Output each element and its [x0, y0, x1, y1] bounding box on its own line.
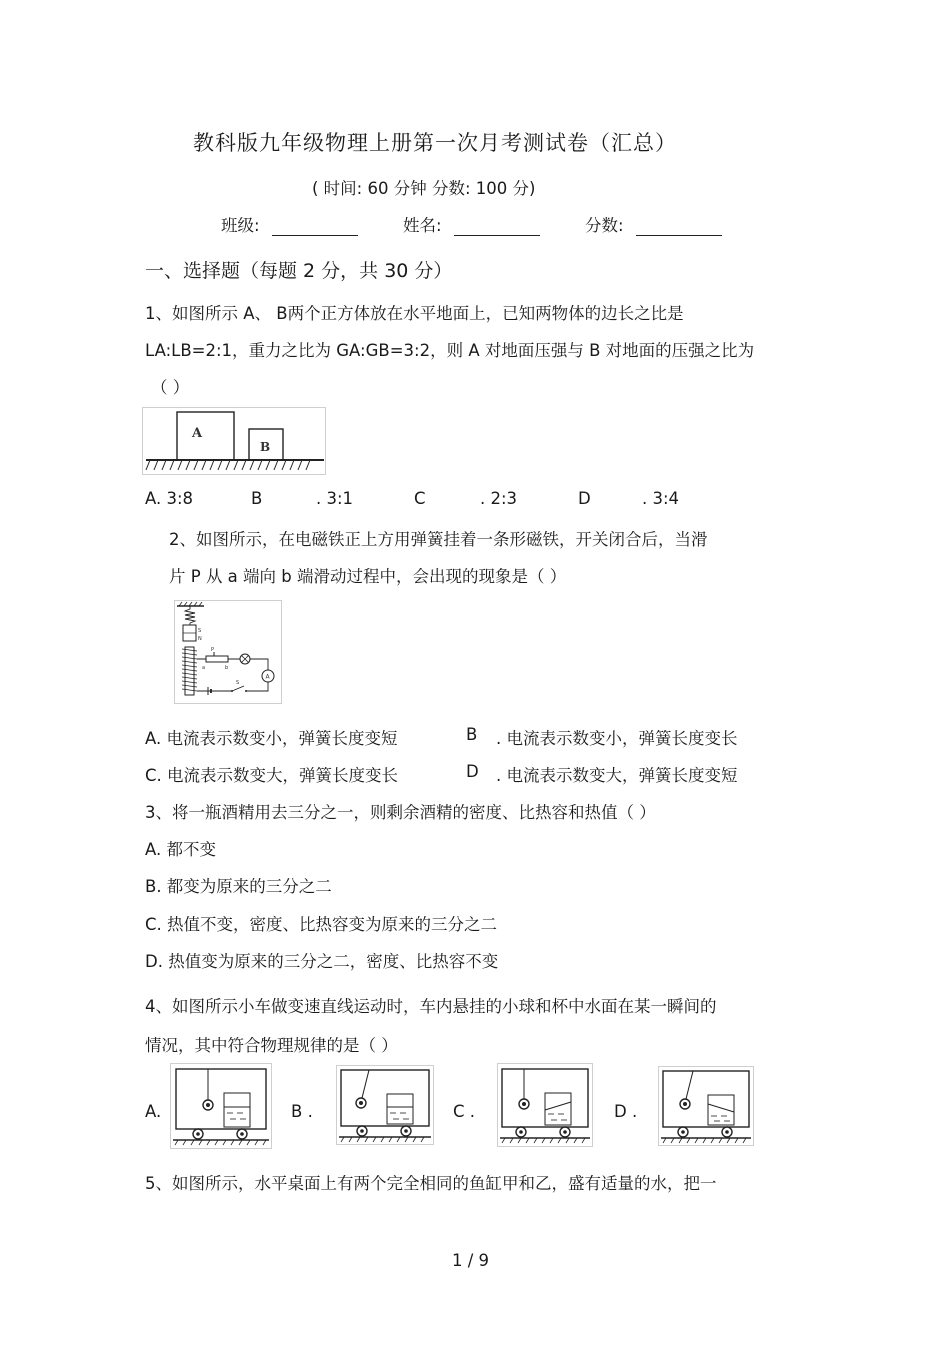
cup: [224, 1093, 250, 1127]
q1-line3: （ ）: [151, 378, 190, 397]
q2-option-b-text[interactable]: . 电流表示数变小，弹簧长度变长: [496, 729, 738, 748]
q3-option-d[interactable]: D. 热值变为原来的三分之二，密度、比热容不变: [145, 952, 499, 971]
exam-info: ( 时间: 60 分钟 分数: 100 分): [312, 179, 536, 198]
q1-option-c-value[interactable]: . 2:3: [480, 489, 518, 508]
block-b-label: B: [260, 440, 271, 454]
q4-figure-b[interactable]: [336, 1065, 434, 1145]
q4-figure-d[interactable]: [658, 1066, 754, 1146]
page-number: 1 / 9: [452, 1251, 490, 1270]
page-title: 教科版九年级物理上册第一次月考测试卷（汇总）: [193, 131, 677, 155]
score-blank[interactable]: [636, 217, 722, 236]
q4-line1: 4、如图所示小车做变速直线运动时，车内悬挂的小球和杯中水面在某一瞬间的: [145, 997, 717, 1016]
q1-option-c-letter[interactable]: C: [414, 489, 426, 508]
block-a-label: A: [192, 426, 203, 441]
end-b-label: b: [225, 665, 229, 671]
q1-option-b-value[interactable]: . 3:1: [316, 489, 354, 508]
cup: [387, 1094, 413, 1124]
magnet-n-label: N: [198, 636, 202, 642]
q2-line1: 2、如图所示，在电磁铁正上方用弹簧挂着一条形磁铁，开关闭合后，当滑: [169, 530, 708, 549]
q2-line2: 片 P 从 a 端向 b 端滑动过程中，会出现的现象是（ ）: [169, 567, 567, 586]
score-field[interactable]: [585, 212, 722, 236]
q3-option-b[interactable]: B. 都变为原来的三分之二: [145, 877, 332, 896]
name-label: 姓名:: [403, 216, 442, 235]
q1-option-a[interactable]: A. 3:8: [145, 489, 194, 508]
q2-circuit-figure: [174, 600, 282, 704]
name-field[interactable]: [403, 212, 540, 236]
end-a-label: a: [202, 665, 206, 671]
q2-option-c[interactable]: C. 电流表示数变大，弹簧长度变长: [145, 766, 399, 785]
q4-option-b[interactable]: B .: [291, 1102, 313, 1121]
q3-option-c[interactable]: C. 热值不变，密度、比热容变为原来的三分之二: [145, 915, 498, 934]
q5-line1: 5、如图所示，水平桌面上有两个完全相同的鱼缸甲和乙，盛有适量的水，把一: [145, 1174, 717, 1193]
score-label: 分数:: [585, 216, 624, 235]
q3-option-a[interactable]: A. 都不变: [145, 840, 216, 859]
q4-figure-a[interactable]: [170, 1063, 272, 1149]
section-heading: 一、选择题（每题 2 分，共 30 分）: [145, 260, 453, 282]
ammeter-label: A: [265, 673, 270, 681]
q1-line1: 1、如图所示 A、 B两个正方体放在水平地面上，已知两物体的边长之比是: [145, 304, 684, 323]
class-field[interactable]: [221, 212, 358, 236]
q1-option-d-value[interactable]: . 3:4: [642, 489, 680, 508]
q2-option-a[interactable]: A. 电流表示数变小，弹簧长度变短: [145, 729, 398, 748]
class-label: 班级:: [221, 216, 260, 235]
q2-option-d-text[interactable]: . 电流表示数变大，弹簧长度变短: [496, 766, 738, 785]
q4-option-a[interactable]: A.: [145, 1102, 162, 1121]
q1-line2: LA:LB=2:1，重力之比为 GA:GB=3:2，则 A 对地面压强与 B 对地面的压强之比为: [145, 341, 755, 360]
q1-figure: [142, 407, 326, 475]
cup: [708, 1095, 734, 1125]
slider-p-label: P: [211, 647, 215, 653]
magnet-s-label: S: [198, 628, 202, 634]
name-blank[interactable]: [454, 217, 540, 236]
q2-option-d-letter[interactable]: D: [466, 762, 479, 781]
q2-option-b-letter[interactable]: B: [466, 725, 478, 744]
q1-option-b-letter[interactable]: B: [251, 489, 263, 508]
switch-label: S: [236, 680, 240, 686]
q3-stem: 3、将一瓶酒精用去三分之一，则剩余酒精的密度、比热容和热值（ ）: [145, 803, 656, 822]
q1-option-d-letter[interactable]: D: [578, 489, 591, 508]
q4-figure-c[interactable]: [497, 1063, 593, 1147]
q4-option-d[interactable]: D .: [614, 1102, 638, 1121]
rheostat: [206, 656, 228, 662]
q4-line2: 情况，其中符合物理规律的是（ ）: [145, 1036, 398, 1055]
class-blank[interactable]: [272, 217, 358, 236]
q4-option-c[interactable]: C .: [453, 1102, 476, 1121]
block-a: [177, 412, 234, 460]
